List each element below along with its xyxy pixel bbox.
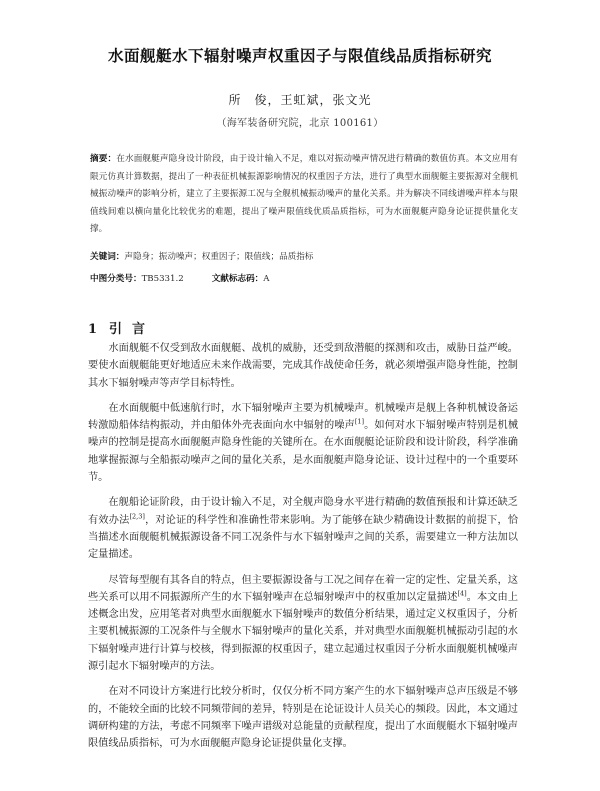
section-title: 引言 [109,322,156,337]
paragraph: 在水面舰艇中低速航行时，水下辐射噪声主要为机械噪声。机械噪声是舰上各种机械设备运转激励船体结构振动，并由船体外壳表面向水中辐射的噪声[1]。如何对水下辐射噪声特别是机械噪声的控制是提高水面舰艇声隐身性能的关键所在。在水面舰艇论证阶段和设计阶段，科学准确地掌握振源与全船振动噪声之间的量化关系，是水面舰艇声隐身论证、设计过程中的一个重要环节。 [88,402,519,484]
body-text [88,340,518,761]
paper-title: 水面舰艇水下辐射噪声权重因子与限值线品质指标研究 [107,47,492,65]
clc-value: TB5331.2 [141,274,184,284]
classification-line [90,272,518,284]
keywords-label: 关键词： [90,252,125,262]
keywords [90,250,518,262]
citation: [1] [354,417,365,426]
citation: [4] [457,589,467,598]
doc-code-value: A [263,274,270,284]
abstract-text: 在水面舰艇声隐身设计阶段，由于设计输入不足，难以对振动噪声情况进行精确的数值仿真。本文应用有限元仿真计算数据，提出了一种表征机械振源影响情况的权重因子方法，进行了典型水面舰艇主要振源对全舰机械振动噪声的影响分析，建立了主要振源工况与全舰机械振动噪声的量化关系。并为解决不同线谱噪声样本与限值线间难以横向量化比较优劣的难题，提出了噪声限值线优质品质指标，可为水面舰艇声隐身论证提供量化支撑。 [90,154,518,235]
keywords-text: 声隐身；振动噪声；权重因子；限值线；品质指标 [124,252,314,262]
paragraph: 在对不同设计方案进行比较分析时，仅仅分析不同方案产生的水下辐射噪声总声压级是不够的，不能较全面的比较不同频带间的差异，特别是在论证设计人员关心的频段。因此，本文通过调研构建的方法，考虑不同频率下噪声谱级对总能量的贡献程度，提出了水面舰艇水下辐射噪声限值线品质指标，可为水面舰艇声隐身论证提供量化支撑。 [88,686,518,750]
author-list: 所 俊，王虹斌，张文光 [228,93,372,107]
clc-label: 中图分类号： [90,274,142,284]
abstract [90,151,518,239]
citation: [2,3] [129,512,145,521]
paragraph: 在舰船论证阶段，由于设计输入不足，对全舰声隐身水平进行精确的数值预报和计算还缺乏有效办法[2,3]，对论证的科学性和准确性带来影响。为了能够在缺少精确设计数据的前提下，恰当描述水面舰艇机械振源设备不同工况条件与水下辐射噪声之间的关系，需要建立一种方法加以定量描述。 [88,497,519,561]
section-number: 1 [88,322,98,337]
section-heading [88,318,155,337]
paragraph: 尽管每型舰有其各自的特点，但主要振源设备与工况之间存在着一定的定性、定量关系，这些关系可以用不同振源所产生的水下辐射噪声在总辐射噪声中的权重加以定量描述[4]。本文由上述概念出发，应用笔者对典型水面舰艇水下辐射噪声的数值分析结果，通过定义权重因子，分析主要机械振源的工况条件与全舰水下辐射噪声的量化关系，并对典型水面舰艇机械振动引起的水下辐射噪声进行计算与校核，得到振源的权重因子，建立起通过权重因子分析水面舰艇机械噪声源引起水下辐射噪声的方法。 [88,574,519,673]
paragraph: 水面舰艇不仅受到敌水面舰艇、战机的威胁，还受到敌潜艇的探测和攻击，威胁日益严峻。要使水面舰艇能更好地适应未来作战需要，完成其作战使命任务，就必须增强声隐身性能，控制其水下辐射噪声等声学目标特性。 [88,343,518,389]
doc-code-label: 文献标志码： [211,274,264,284]
affiliation: （海军装备研究院，北京 100161） [216,118,384,129]
abstract-label: 摘要： [90,154,117,164]
